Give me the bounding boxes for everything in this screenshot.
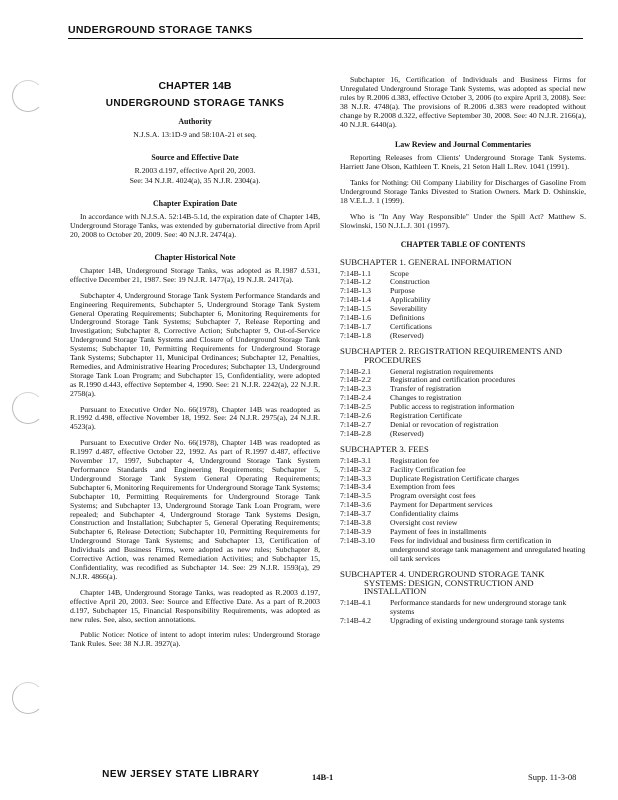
section-title: General registration requirements: [390, 366, 494, 376]
subchapter-heading: [340, 347, 586, 365]
law-review-entry: Who is "In Any Way Responsible" Under the Spill Act? Matthew S. Slowinski, 150 N.J.L.J. 301 (1997).: [340, 211, 586, 230]
toc-entry[interactable]: [340, 323, 586, 332]
supplement-date: Supp. 11-3-08: [528, 772, 577, 782]
section-title: Severability: [390, 304, 428, 314]
section-number: 7:14B-2.7: [340, 420, 371, 429]
section-title: Purpose: [390, 286, 415, 296]
section-number: 7:14B-3.1: [340, 455, 371, 465]
section-number: 7:14B-3.7: [340, 509, 371, 519]
law-review-entry: Tanks for Nothing: Oil Company Liability for Discharges of Gasoline From Underground Storage Tanks Divested to Station Owners. Mark D. Oshinskie, 18 V.E.L.J. 1 (1999).: [340, 178, 586, 205]
library-stamp: NEW JERSEY STATE LIBRARY: [102, 768, 260, 780]
toc-entry[interactable]: [340, 314, 586, 323]
toc-entry[interactable]: [340, 278, 586, 287]
subchapter16-note: Subchapter 16, Certification of Individuals and Business Firms for Unregulated Underground Storage Tank Systems, was adopted as special new rules by R.2006 d.383, effective October 3, 2006 (to expire April 3, 2008). See: 38 N.J.R. 4748(a). The provisions of R.2006 d.383 were readopted without change by R.2008 d.322, effective September 30, 2008. See: 40 N.J.R. 2166(a), 40 N.J.R. 6440(a).: [340, 75, 586, 129]
section-title: Confidentiality claims: [390, 509, 459, 519]
section-number: 7:14B-3.6: [340, 500, 371, 510]
section-number: 7:14B-1.3: [340, 286, 371, 296]
section-title: Construction: [390, 277, 430, 287]
subchapter-title: SUBCHAPTER 3. FEES: [340, 443, 429, 454]
section-title: Program oversight cost fees: [390, 491, 476, 501]
section-number: 7:14B-2.8: [340, 428, 371, 438]
section-number: 7:14B-3.8: [340, 518, 371, 528]
chapter-number: CHAPTER 14B: [158, 80, 232, 92]
section-title: Payment of fees in installments: [390, 526, 487, 536]
section-number: 7:14B-2.4: [340, 393, 371, 403]
history-paragraph: Pursuant to Executive Order No. 66(1978), Chapter 14B was readopted as R.1997 d.487, effective October 22, 1992. As part of R.1997 d.487, effective November 17, 1997, Subchapter 4, Underground Storage Tank System Performance Standards and Engineering Requirements; Subchapter 5, Underground Storage Tank System General Operating Requirements; Subchapter 6, Monitoring Requirements for Underground Storage Tank Systems; Subchapter 10, Permitting Requirements for Underground Storage Tank Systems; and Subchapter 13, Underground Storage Tank Loan Program, were repealed; and Subchapter 4, Underground Storage Tank Systems Design, Construction and Installation; Subchapter 5, General Operating Requirements; Subchapter 6, Release Detection; Subchapter 10, Permitting Requirements for Underground Storage Tank Systems; and Subchapter 13, Certification of Individuals and Business Firms, were adopted as new rules; Subchapter 8, Corrective Action, was renamed Remediation Activities; and Subchapter 15, Confidentiality, was recodified as Subchapter 14. See: 29 N.J.R. 1593(a), 29 N.J.R. 4866(a).: [70, 438, 320, 581]
expiration-text: In accordance with N.J.S.A. 52:14B-5.1d, the expiration date of Chapter 14B, Underground Storage Tanks, was extended by gubernatorial directive from April 20, 2008 to October 20, 2009. See: 40 N.J.R. 2474(a).: [70, 212, 320, 240]
source-heading: Source and Effective Date: [151, 152, 239, 162]
toc-entry[interactable]: [340, 475, 586, 484]
history-heading: Chapter Historical Note: [154, 252, 236, 262]
page-number: 14B-1: [312, 772, 334, 782]
section-title: Transfer of registration: [390, 384, 462, 394]
history-paragraph: Pursuant to Executive Order No. 66(1978), Chapter 14B was readopted as R.1992 d.498, effective November 18, 1992. See: 24 N.J.R. 2975(a), 24 N.J.R. 4523(a).: [70, 404, 320, 432]
section-number: 7:14B-2.5: [340, 402, 371, 412]
toc-entry[interactable]: [340, 385, 586, 394]
section-title: (Reserved): [390, 330, 424, 340]
source-line-1: R.2003 d.197, effective April 20, 2003.: [134, 165, 256, 175]
section-number: 7:14B-3.10: [340, 535, 375, 545]
toc-entry[interactable]: [340, 537, 586, 564]
section-title: Registration fee: [390, 455, 439, 465]
subchapter-title-continued: PROCEDURES: [364, 354, 422, 365]
subchapter-title: SUBCHAPTER 2. REGISTRATION REQUIREMENTS AND: [340, 345, 563, 356]
section-number: 7:14B-1.5: [340, 304, 371, 314]
subchapter-heading: [340, 570, 586, 597]
section-title: Duplicate Registration Certificate charges: [390, 473, 520, 483]
section-number: 7:14B-1.8: [340, 330, 371, 340]
section-number: 7:14B-2.6: [340, 411, 371, 421]
section-number: 7:14B-3.4: [340, 482, 371, 492]
toc-entry[interactable]: [340, 296, 586, 305]
history-paragraph: Public Notice: Notice of intent to adopt interim rules: Underground Storage Tank Rules. See: 38 N.J.R. 3927(a).: [70, 630, 320, 649]
chapter-title: UNDERGROUND STORAGE TANKS: [105, 97, 285, 109]
section-number: 7:14B-1.2: [340, 277, 371, 287]
section-number: 7:14B-1.1: [340, 268, 371, 278]
source-line-2: See: 34 N.J.R. 4024(a), 35 N.J.R. 2304(a).: [129, 176, 261, 186]
section-title: Applicability: [390, 295, 431, 305]
section-number: 7:14B-2.1: [340, 366, 371, 376]
section-title: Changes to registration: [390, 393, 462, 403]
section-number: 7:14B-4.1: [340, 598, 371, 608]
toc-entry[interactable]: [340, 510, 586, 519]
history-paragraph: Chapter 14B, Underground Storage Tanks, was readopted as R.2003 d.197, effective April 20, 2003. See: Source and Effective Date. As a part of R.2003 d.197, Subchapter 15, Financial Responsibility Requirements, was adopted as new rules. See, also, section annotations.: [70, 587, 320, 624]
section-number: 7:14B-2.2: [340, 375, 371, 385]
toc-entry[interactable]: [340, 305, 586, 314]
law-review-heading: Law Review and Journal Commentaries: [395, 140, 531, 150]
section-title: Certifications: [390, 321, 432, 331]
section-number: 7:14B-1.7: [340, 321, 371, 331]
section-title: Registration and certification procedures: [390, 375, 516, 385]
left-column: [70, 64, 320, 656]
expiration-heading: Chapter Expiration Date: [152, 199, 238, 209]
toc-entry[interactable]: [340, 332, 586, 341]
toc-entry[interactable]: [340, 421, 586, 430]
subchapter-title-continued: SYSTEMS: DESIGN, CONSTRUCTION AND INSTALLATION: [364, 577, 534, 597]
toc-entry[interactable]: [340, 270, 586, 279]
authority-text: N.J.S.A. 13:1D-9 and 58:10A-21 et seq.: [133, 129, 257, 139]
toc-entry[interactable]: [340, 287, 586, 296]
history-paragraph: Chapter 14B, Underground Storage Tanks, was adopted as R.1987 d.531, effective December 21, 1987. See: 19 N.J.R. 1477(a), 19 N.J.R. 2417(a).: [70, 265, 320, 284]
toc-heading: CHAPTER TABLE OF CONTENTS: [400, 239, 526, 249]
section-title: Denial or revocation of registration: [390, 420, 499, 429]
section-title: Exemption from fees: [390, 482, 455, 492]
law-review-entry: Reporting Releases from Clients' Underground Storage Tank Systems. Harriett Jane Olson, Kathleen T. Kneis, 21 Seton Hall L.Rev. 1041 (1991).: [340, 153, 586, 172]
toc-entry[interactable]: [340, 501, 586, 510]
section-title: (Reserved): [390, 428, 424, 438]
toc-entry[interactable]: [340, 403, 586, 412]
section-number: 7:14B-3.2: [340, 464, 371, 474]
section-number: 7:14B-1.6: [340, 313, 371, 323]
section-number: 7:14B-3.3: [340, 473, 371, 483]
section-title: Upgrading of existing underground storage tank systems: [390, 616, 565, 626]
subchapter-title: SUBCHAPTER 1. GENERAL INFORMATION: [340, 256, 512, 267]
section-number: 7:14B-3.5: [340, 491, 371, 501]
toc-entry[interactable]: [340, 376, 586, 385]
toc-entry[interactable]: [340, 617, 586, 626]
section-number: 7:14B-2.3: [340, 384, 371, 394]
section-title: Oversight cost review: [390, 518, 458, 528]
section-number: 7:14B-3.9: [340, 526, 371, 536]
toc-entry[interactable]: [340, 599, 586, 617]
section-title: Scope: [390, 268, 409, 278]
binder-hole-top: [12, 80, 44, 112]
binder-hole-middle: [12, 392, 44, 424]
toc-entry[interactable]: [340, 430, 586, 439]
right-column: [340, 76, 586, 626]
binder-hole-bottom: [12, 682, 44, 714]
authority-heading: Authority: [178, 116, 212, 126]
table-of-contents: [340, 258, 586, 626]
subchapter-heading: [340, 445, 586, 454]
section-title: Payment for Department services: [390, 500, 493, 510]
section-title: Registration Certificate: [390, 411, 462, 421]
subchapter-heading: [340, 258, 586, 267]
running-header: UNDERGROUND STORAGE TANKS: [68, 24, 583, 39]
subchapter-title: SUBCHAPTER 4. UNDERGROUND STORAGE TANK: [340, 568, 545, 579]
section-number: 7:14B-1.4: [340, 295, 371, 305]
section-title: Public access to registration information: [390, 402, 515, 412]
section-title: Fees for individual and business firm certification in underground storage tank management and unregulated heating oil tank services: [390, 535, 586, 563]
history-paragraph: Subchapter 4, Underground Storage Tank System Performance Standards and Engineering Requirements, Subchapter 5, Underground Storage Tank System General Operating Requirements; Subchapter 6, Monitoring Requirements for Underground Storage Tank Systems; Subchapter 7, Release Reporting and Investigation; Subchapter 8, Corrective Action; Subchapter 9, Out-of-Service Underground Storage Tank Systems and Closure of Underground Storage Tank Systems; Subchapter 10, Permitting Requirements for Underground Storage Tank Systems; Subchapter 11, Municipal Ordinances; Subchapter 12, Penalties, Remedies, and Administrative Hearing Procedures; Subchapter 13, Underground Storage Tank Loan Program; and Subchapter 15, Confidentiality, were adopted as R.1990 d.443, effective September 4, 1990. See: 21 N.J.R. 2242(a), 22 N.J.R. 2758(a).: [70, 290, 320, 398]
section-title: Facility Certification fee: [390, 464, 466, 474]
section-number: 7:14B-4.2: [340, 616, 371, 626]
section-title: Performance standards for new underground storage tank systems: [390, 598, 567, 617]
section-title: Definitions: [390, 313, 425, 323]
